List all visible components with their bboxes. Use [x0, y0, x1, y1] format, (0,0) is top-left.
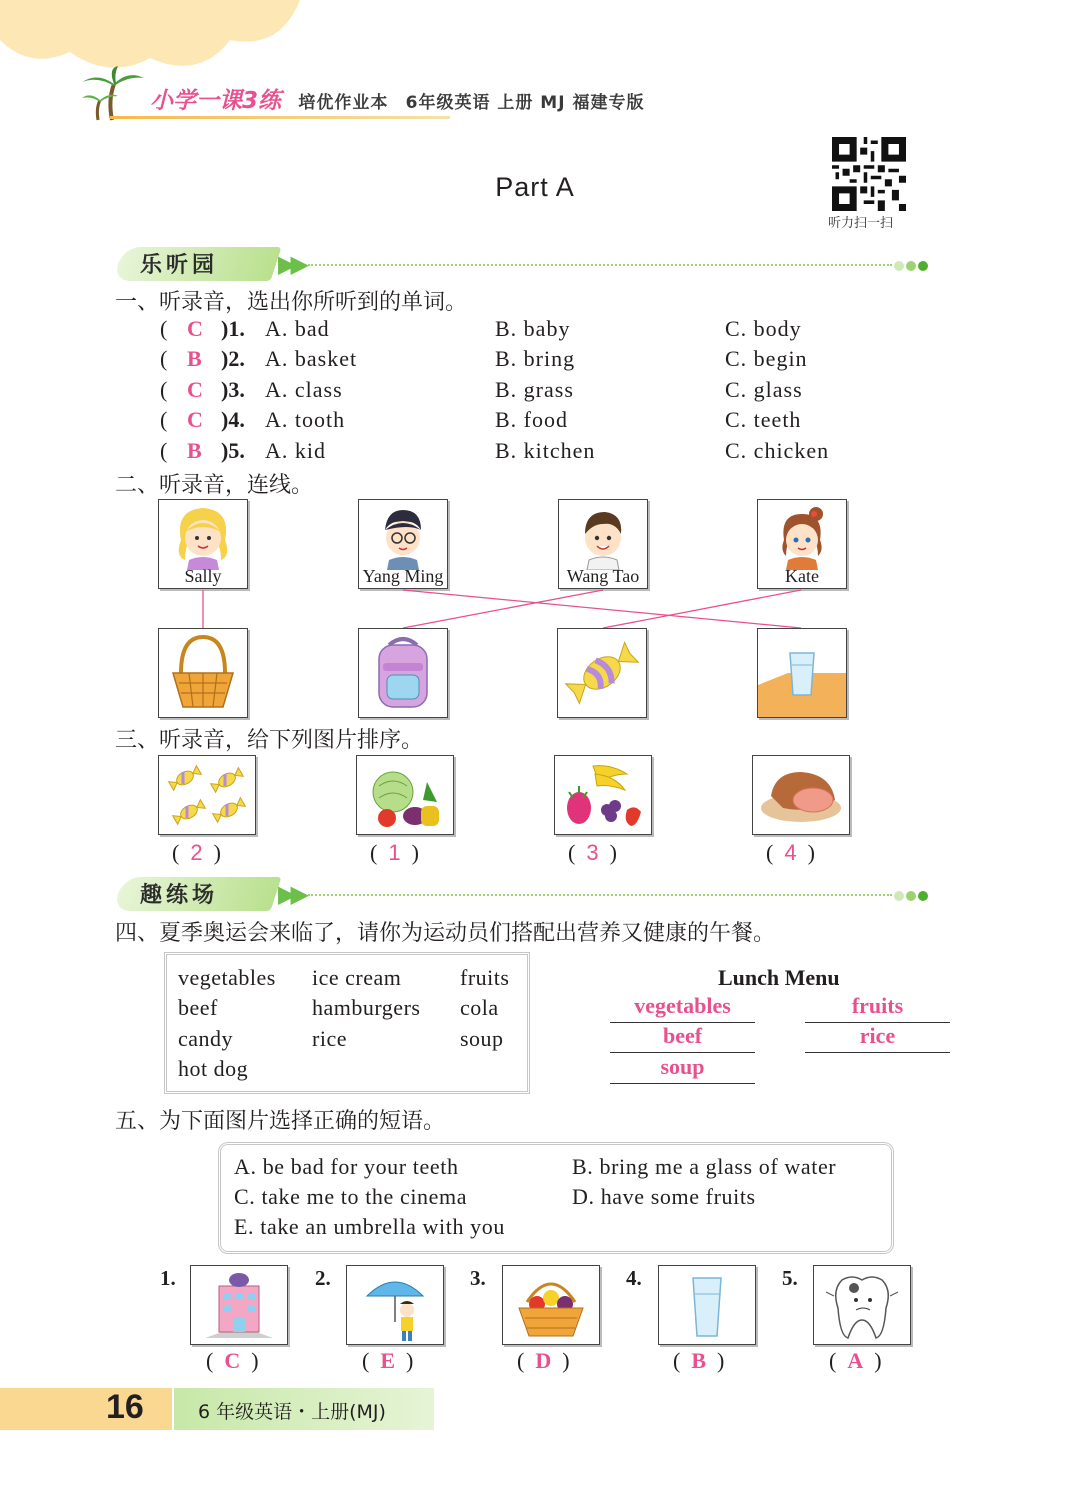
- answer-paren: (: [160, 316, 168, 341]
- word-item: hot dog: [178, 1056, 249, 1081]
- phrase-answer-5: ( A ): [829, 1348, 882, 1373]
- order-answer-2: ( 1 ): [370, 840, 419, 865]
- vegetables-icon: [357, 756, 453, 834]
- object-basket[interactable]: [158, 628, 248, 718]
- book-name: 6年级英语 上册 MJ 福建专版: [405, 93, 645, 113]
- phrase-option: C. take me to the cinema: [234, 1184, 468, 1209]
- question-1-title: 一、听录音，选出你所听到的单词。: [115, 290, 468, 315]
- phrase-answer-1: ( C ): [206, 1348, 259, 1373]
- question-number: )2.: [221, 346, 245, 371]
- picture-glass[interactable]: [658, 1265, 756, 1345]
- option-a[interactable]: A. class: [265, 377, 343, 402]
- basket-icon: [159, 629, 247, 717]
- option-c[interactable]: C. body: [725, 316, 802, 341]
- page-number: 16: [106, 1388, 144, 1426]
- word-item: candy: [178, 1026, 234, 1051]
- question-number: )5.: [221, 438, 245, 463]
- dots-icon: [892, 886, 928, 905]
- person-name: Kate: [785, 566, 819, 586]
- phrase-option: A. be bad for your teeth: [234, 1154, 459, 1179]
- word-item: beef: [178, 995, 218, 1020]
- question-2-title: 二、听录音，连线。: [115, 473, 314, 498]
- picture-umbrella[interactable]: [346, 1265, 444, 1345]
- word-item: fruits: [460, 965, 510, 990]
- page-title: Part A: [495, 172, 575, 202]
- option-b[interactable]: B. bring: [495, 346, 576, 371]
- answer-letter[interactable]: C: [187, 316, 203, 341]
- object-candy[interactable]: [557, 628, 647, 718]
- menu-title: Lunch Menu: [718, 965, 840, 990]
- option-b[interactable]: B. baby: [495, 316, 571, 341]
- footer-book: 6 年级英语・上册(MJ): [198, 1401, 386, 1423]
- picture-tooth[interactable]: [813, 1265, 911, 1345]
- phrase-option: B. bring me a glass of water: [572, 1154, 837, 1179]
- order-answer-3: ( 3 ): [568, 840, 617, 865]
- order-answer-4: ( 4 ): [766, 840, 815, 865]
- option-c[interactable]: C. glass: [725, 377, 803, 402]
- item-number: 1.: [160, 1266, 176, 1290]
- answer-paren: (: [160, 438, 168, 463]
- phrase-answer-2: ( E ): [362, 1348, 414, 1373]
- person-name: Wang Tao: [566, 566, 640, 586]
- phrase-option: E. take an umbrella with you: [234, 1214, 505, 1239]
- schoolbag-icon: [359, 629, 447, 717]
- picture-fruits[interactable]: [554, 755, 652, 835]
- picture-fruit-basket[interactable]: [502, 1265, 600, 1345]
- word-item: soup: [460, 1026, 504, 1051]
- phrase-answer-4: ( B ): [673, 1348, 725, 1373]
- object-schoolbag[interactable]: [358, 628, 448, 718]
- option-a[interactable]: A. bad: [265, 316, 330, 341]
- word-item: rice: [312, 1026, 347, 1051]
- banner-label: 乐听园: [140, 253, 219, 278]
- answer-paren: (: [160, 346, 168, 371]
- option-b[interactable]: B. grass: [495, 377, 574, 402]
- arrow-icon: ▶▶: [278, 250, 303, 278]
- picture-meat[interactable]: [752, 755, 850, 835]
- series-name: 培优作业本: [298, 93, 389, 113]
- question-number: )4.: [221, 407, 245, 432]
- person-name: Yang Ming: [362, 566, 444, 586]
- item-number: 4.: [626, 1266, 642, 1290]
- answer-letter[interactable]: B: [187, 346, 202, 371]
- item-number: 3.: [470, 1266, 486, 1290]
- umbrella-icon: [347, 1266, 443, 1344]
- picture-vegetables[interactable]: [356, 755, 454, 835]
- fruits-icon: [555, 756, 651, 834]
- brand-logo: 小学一课3练: [150, 88, 282, 114]
- person-name: Sally: [184, 566, 222, 586]
- page-number-block: [0, 1388, 172, 1430]
- menu-answer-field[interactable]: soup: [610, 1054, 755, 1084]
- order-answer-1: ( 2 ): [172, 840, 221, 865]
- answer-letter[interactable]: C: [187, 407, 203, 432]
- candy-icon: [558, 629, 646, 717]
- tooth-icon: [814, 1266, 910, 1344]
- footer-band: [174, 1388, 434, 1430]
- picture-cinema[interactable]: [190, 1265, 288, 1345]
- item-number: 5.: [782, 1266, 798, 1290]
- option-a[interactable]: A. basket: [265, 346, 358, 371]
- word-item: cola: [460, 995, 499, 1020]
- glass-icon: [659, 1266, 755, 1344]
- answer-paren: (: [160, 377, 168, 402]
- option-a[interactable]: A. kid: [265, 438, 326, 463]
- cinema-icon: [191, 1266, 287, 1344]
- word-item: ice cream: [312, 965, 402, 990]
- question-number: )3.: [221, 377, 245, 402]
- glass-icon: [758, 629, 846, 717]
- section-banner-practice: [118, 877, 928, 913]
- word-item: hamburgers: [312, 995, 421, 1020]
- phrase-option: D. have some fruits: [572, 1184, 756, 1209]
- question-3-title: 三、听录音，给下列图片排序。: [115, 728, 424, 753]
- option-b[interactable]: B. food: [495, 407, 568, 432]
- qr-caption: 听力扫一扫: [828, 216, 894, 231]
- word-item: vegetables: [178, 965, 276, 990]
- menu-answer-field[interactable]: beef: [610, 1023, 755, 1053]
- menu-answer-field[interactable]: rice: [805, 1023, 950, 1053]
- meat-icon: [753, 756, 849, 834]
- picture-candies[interactable]: [158, 755, 256, 835]
- item-number: 2.: [315, 1266, 331, 1290]
- arrow-icon: ▶▶: [278, 880, 303, 908]
- phrase-answer-3: ( D ): [517, 1348, 570, 1373]
- answer-letter[interactable]: B: [187, 438, 202, 463]
- fruit-basket-icon: [503, 1266, 599, 1344]
- object-glass[interactable]: [757, 628, 847, 718]
- option-c[interactable]: C. begin: [725, 346, 808, 371]
- option-c[interactable]: C. teeth: [725, 407, 802, 432]
- candies-icon: [159, 756, 255, 834]
- banner-label: 趣练场: [140, 883, 219, 908]
- answer-paren: (: [160, 407, 168, 432]
- option-a[interactable]: A. tooth: [265, 407, 346, 432]
- option-b[interactable]: B. kitchen: [495, 438, 596, 463]
- option-c[interactable]: C. chicken: [725, 438, 830, 463]
- menu-answer-field[interactable]: vegetables: [610, 993, 755, 1023]
- question-5-title: 五、为下面图片选择正确的短语。: [115, 1109, 446, 1134]
- answer-letter[interactable]: C: [187, 377, 203, 402]
- question-4-title: 四、夏季奥运会来临了，请你为运动员们搭配出营养又健康的午餐。: [115, 921, 776, 946]
- menu-answer-field[interactable]: fruits: [805, 993, 950, 1023]
- question-number: )1.: [221, 316, 245, 341]
